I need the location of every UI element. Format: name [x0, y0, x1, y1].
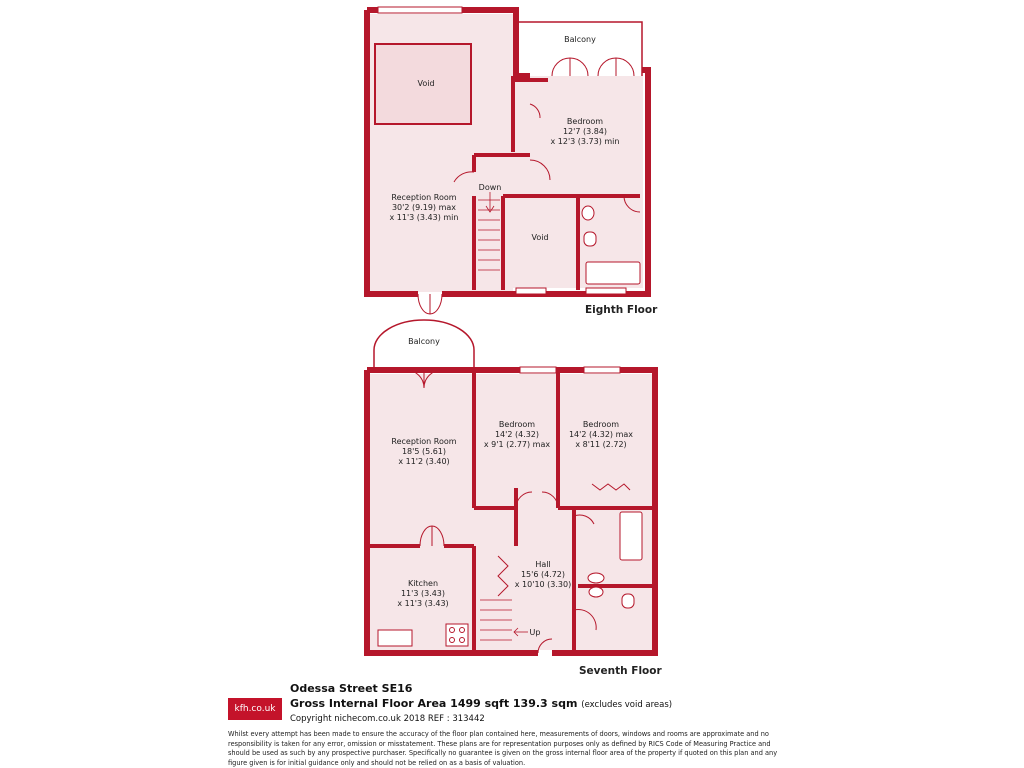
- bedroom2-dim1: 14'2 (4.32) max: [568, 430, 634, 439]
- agency-logo: kfh.co.uk: [228, 698, 282, 720]
- void-upper-label: Void: [417, 79, 435, 88]
- up-label: Up: [529, 628, 541, 637]
- bedroom2-dim2: x 8'11 (2.72): [575, 440, 627, 449]
- copyright: Copyright nichecom.co.uk 2018 REF : 313442: [290, 714, 485, 724]
- balcony-label: Balcony: [564, 35, 596, 44]
- bedroom1-dim1: 14'2 (4.32): [494, 430, 540, 439]
- property-address: Odessa Street SE16: [290, 682, 413, 695]
- down-label: Down: [478, 183, 502, 192]
- bedroom2-name: Bedroom: [582, 420, 620, 429]
- eighth-floor: [367, 7, 658, 316]
- seventh-floor: [367, 320, 662, 677]
- hall-dim1: 15'6 (4.72): [520, 570, 566, 579]
- reception-dim1: 30'2 (9.19) max: [391, 203, 457, 212]
- hall-dim2: x 10'10 (3.30): [514, 580, 572, 589]
- void-lower-label: Void: [531, 233, 549, 242]
- disclaimer: Whilst every attempt has been made to ensure the accuracy of the floor plan contained here, measurements of doors, windows and rooms are approximate and no responsibility is taken for any error, omission or misstatement. These plans are for representation purposes only as defined by RICS Code of Measuring Practice and should be used as such by any prospective purchaser. Specifically no guarantee is given on the gross internal floor area of the property if quoted on this plan and any figure given is for initial guidance only and should not be relied on as a basis of valuation.: [228, 730, 778, 767]
- reception-name: Reception Room: [391, 193, 457, 202]
- balcony-label: Balcony: [408, 337, 440, 346]
- seventh-floor-label: Seventh Floor: [579, 665, 662, 677]
- floor-area-main: Gross Internal Floor Area 1499 sqft 139.3 sqm: [290, 697, 578, 710]
- reception-name: Reception Room: [391, 437, 457, 446]
- eighth-floor-label: Eighth Floor: [585, 304, 658, 316]
- reception-dim2: x 11'2 (3.40): [398, 457, 450, 466]
- bedroom1-name: Bedroom: [498, 420, 536, 429]
- floor-area: [290, 697, 672, 710]
- hall-name: Hall: [535, 560, 551, 569]
- bedroom-dim2: x 12'3 (3.73) min: [550, 137, 620, 146]
- bedroom1-dim2: x 9'1 (2.77) max: [483, 440, 551, 449]
- kitchen-dim2: x 11'3 (3.43): [397, 599, 449, 608]
- kitchen-name: Kitchen: [407, 579, 439, 588]
- kitchen-dim1: 11'3 (3.43): [400, 589, 446, 598]
- reception-dim2: x 11'3 (3.43) min: [389, 213, 459, 222]
- floor-area-note: (excludes void areas): [581, 700, 673, 710]
- reception-dim1: 18'5 (5.61): [401, 447, 447, 456]
- bedroom-name: Bedroom: [566, 117, 604, 126]
- bedroom-dim1: 12'7 (3.84): [562, 127, 608, 136]
